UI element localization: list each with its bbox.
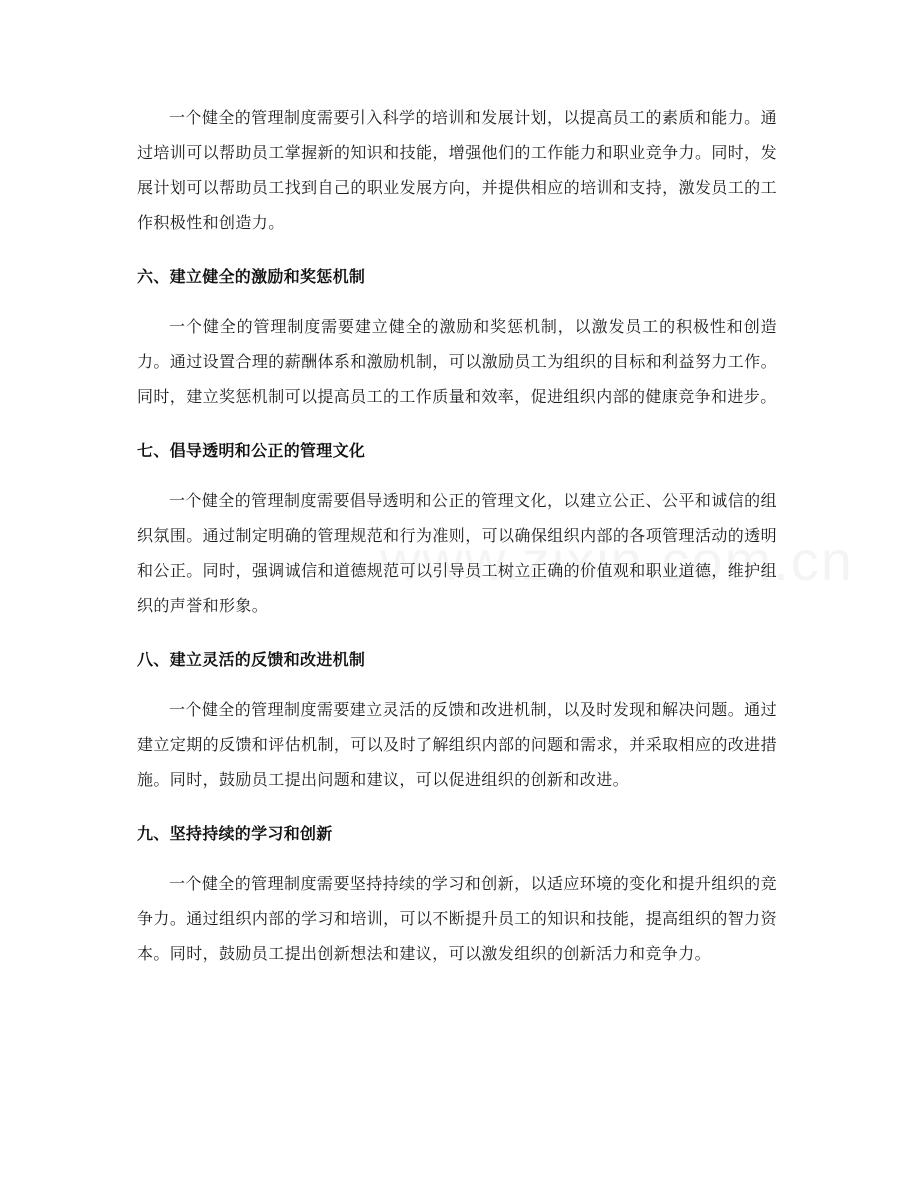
paragraph-training: 一个健全的管理制度需要引入科学的培训和发展计划，以提高员工的素质和能力。通过培训可以帮助员工掌握新的知识和技能，增强他们的工作能力和职业竞争力。同时，发展计划可以帮助员工找到自己的职业发展方向，并提供相应的培训和支持，激发员工的工作积极性和创造力。 (137, 108, 777, 232)
heading-feedback: 八、建立灵活的反馈和改进机制 (137, 650, 366, 669)
document-page (137, 100, 777, 971)
heading-transparency: 七、倡导透明和公正的管理文化 (137, 441, 366, 460)
heading-incentive: 六、建立健全的激励和奖惩机制 (137, 267, 366, 286)
paragraph-learning: 一个健全的管理制度需要坚持持续的学习和创新，以适应环境的变化和提升组织的竞争力。通过组织内部的学习和培训，可以不断提升员工的知识和技能，提高组织的智力资本。同时，鼓励员工提出创新想法和建议，可以激发组织的创新活力和竞争力。 (137, 874, 777, 963)
heading-learning: 九、坚持持续的学习和创新 (137, 824, 333, 843)
paragraph-feedback: 一个健全的管理制度需要建立灵活的反馈和改进机制，以及时发现和解决问题。通过建立定期的反馈和评估机制，可以及时了解组织内部的问题和需求，并采取相应的改进措施。同时，鼓励员工提出问题和建议，可以促进组织的创新和改进。 (137, 700, 777, 789)
paragraph-incentive: 一个健全的管理制度需要建立健全的激励和奖惩机制，以激发员工的积极性和创造力。通过设置合理的薪酬体系和激励机制，可以激励员工为组织的目标和利益努力工作。同时，建立奖惩机制可以提高员工的工作质量和效率，促进组织内部的健康竞争和进步。 (137, 317, 777, 406)
paragraph-transparency: 一个健全的管理制度需要倡导透明和公正的管理文化，以建立公正、公平和诚信的组织氛围。通过制定明确的管理规范和行为准则，可以确保组织内部的各项管理活动的透明和公正。同时，强调诚信和道德规范可以引导员工树立正确的价值观和职业道德，维护组织的声誉和形象。 (137, 491, 777, 615)
